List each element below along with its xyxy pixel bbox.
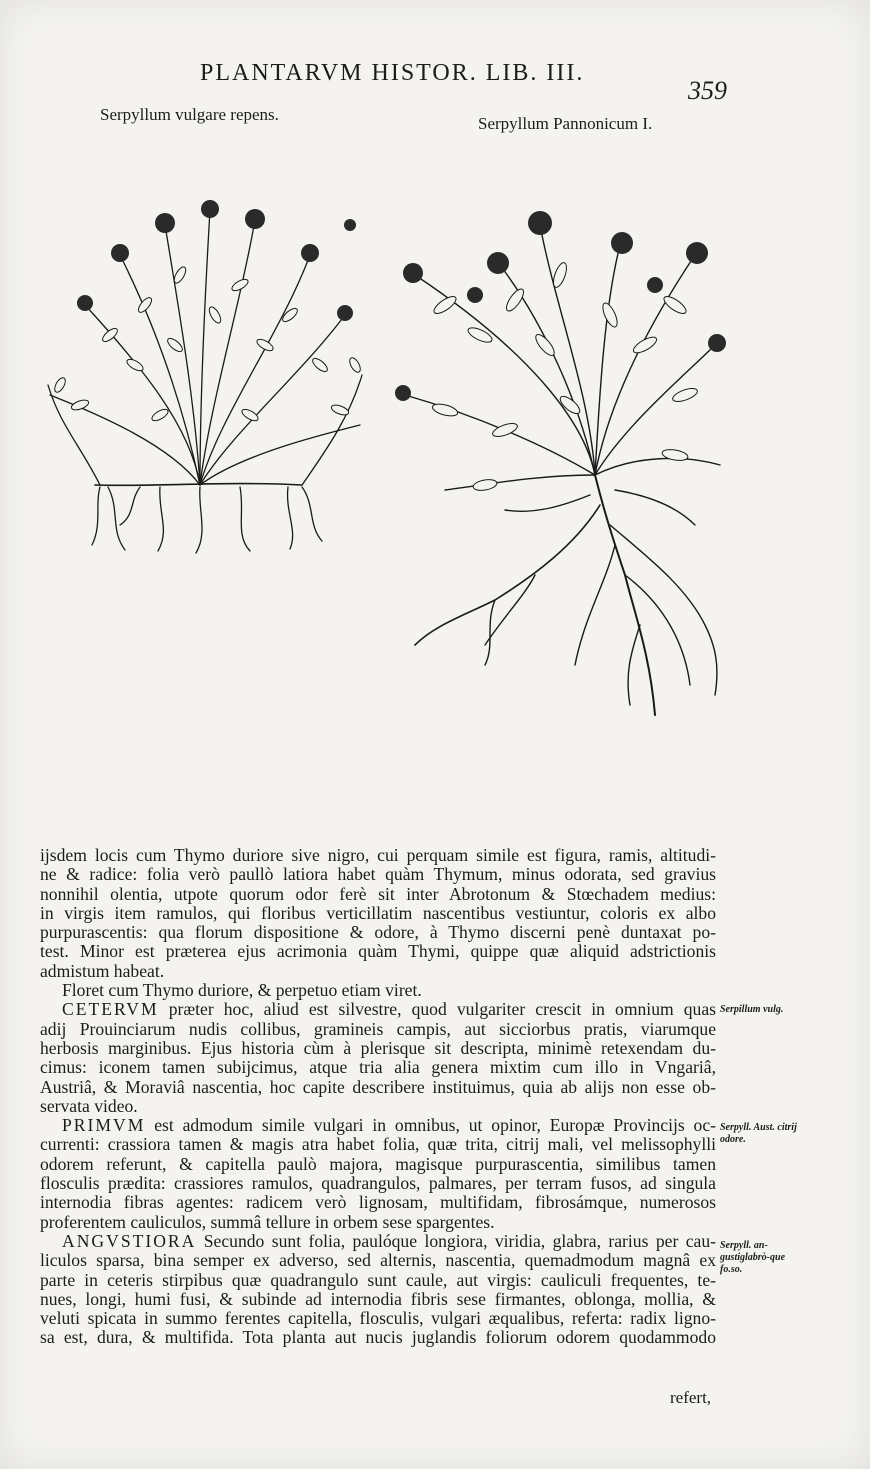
text-line — [40, 1232, 716, 1251]
text-line: adij Prouinciarum nudis collibus, gramineis campis, aut sicciorbus pratis, viarumque — [40, 1019, 716, 1039]
body-text — [40, 846, 716, 1348]
text-line: flosculis prædita: crassiores ramulos, quadrangulos, palmares, per terram fusos, ad singula — [40, 1174, 716, 1194]
text-segment: Secundo sunt folia, paulóque longiora, viridia, glabra, rarius per cau- — [203, 1231, 716, 1251]
figure-caption-right: Serpyllum Pannonicum I. — [478, 114, 653, 133]
text-line: currenti: crassiora tamen & magis atra habet folia, quæ trita, citrij mali, vel melissophylli — [40, 1135, 716, 1155]
text-line: parte in ceteris stirpibus quæ quadrangulo sunt caule, aut virgis: cauliculi frequentes, te- — [40, 1270, 716, 1290]
margin-note-serpillum-vulgare: Serpillum vulg. — [720, 1004, 784, 1015]
paragraph-ceterum — [40, 1000, 716, 1116]
text-line: servata video. — [40, 1096, 138, 1116]
text-line: liculos sparsa, bina semper ex adverso, sed alternis, nascentia, quemadmodum magnâ ex — [40, 1251, 716, 1271]
text-line: nonnihil olentia, utpote quorum odor ferè sit inter Abrotonum & Stœchadem medius: — [40, 884, 716, 904]
text-line: cimus: iconem tamen subijcimus, atque tria alia genera mixtim cum illo in Vngariâ, — [40, 1058, 716, 1078]
figure-caption-left: Serpyllum vulgare repens. — [100, 105, 279, 124]
margin-note-serpyllum-angustifolium: Serpyll. an-gustiglabrò-que fo.so. — [720, 1240, 786, 1275]
text-line: nues, longi, humi fusi, & subinde ad internodia fibris sese firmantes, oblonga, mollia, & — [40, 1289, 716, 1309]
text-line: ijsdem locis cum Thymo duriore sive nigro, cui perquam simile est figura, ramis, altitudi- — [40, 846, 716, 865]
serpyllum-pannonicum-woodcut-icon — [385, 205, 730, 725]
running-head: PLANTARVM HISTOR. LIB. III. — [200, 60, 585, 86]
paragraph-description — [40, 846, 716, 981]
text-line: internodia fibras agentes: radicem verò lignosam, multifidam, fibrosámque, numerosos — [40, 1193, 716, 1213]
lead-word: ANGVSTIORA — [62, 1231, 197, 1251]
lead-word: CETERVM — [62, 1000, 159, 1020]
catchword: refert, — [670, 1388, 712, 1407]
text-line: admistum habeat. — [40, 961, 165, 981]
text-line: purpurascentis: qua florum dispositione & odore, à Thymo discerni penè duntaxat po- — [40, 923, 716, 943]
text-line: proferentem cauliculos, summâ tellure in orbem sese spargentes. — [40, 1212, 495, 1232]
text-line: sa est, dura, & multifida. Tota planta aut nucis juglandis foliorum odorem quodammodo — [40, 1328, 716, 1348]
paragraph-primum — [40, 1116, 716, 1232]
serpyllum-vulgare-woodcut-icon — [40, 195, 380, 555]
text-segment: est admodum simile vulgari in omnibus, ut opinor, Europæ Provincijs oc- — [154, 1116, 716, 1136]
text-line: test. Minor est præterea ejus acrimonia quàm Thymi, quippe quæ aliquid adstrictionis — [40, 942, 716, 962]
text-line — [40, 1116, 716, 1135]
text-line: Floret cum Thymo duriore, & perpetuo etiam viret. — [62, 981, 422, 1001]
paragraph-floret — [40, 981, 716, 1000]
text-segment: præter hoc, aliud est silvestre, quod vulgariter crescit in omnium quas — [168, 1000, 716, 1020]
text-line: in virgis item ramulos, qui floribus verticillatim nascentibus vestiuntur, coloris ex albo — [40, 903, 716, 923]
paragraph-angustiora — [40, 1232, 716, 1348]
text-line: Austriâ, & Moraviâ nascentia, hoc capite describere instituimus, quia ab alijs non esse ob- — [40, 1077, 716, 1097]
lead-word: PRIMVM — [62, 1116, 146, 1136]
page-number: 359 — [688, 76, 727, 105]
text-line: veluti spicata in summo ferentes capitella, flosculis, vulgari æqualibus, referta: radix ligno- — [40, 1309, 716, 1329]
text-line — [40, 1000, 716, 1019]
text-line: herbosis marginibus. Ejus historia cùm à plerisque sit descripta, minimè retexendam du- — [40, 1038, 716, 1058]
margin-note-serpyllum-austriacum: Serpyll. Aust. citrij odore. — [720, 1122, 797, 1145]
text-line: odorem referunt, & capitella paulò majora, magisque purpurascentia, similibus tamen — [40, 1154, 716, 1174]
text-line: ne & radice: folia verò paullò latiora habet quàm Thymum, minus odorata, sed gravius — [40, 865, 716, 885]
